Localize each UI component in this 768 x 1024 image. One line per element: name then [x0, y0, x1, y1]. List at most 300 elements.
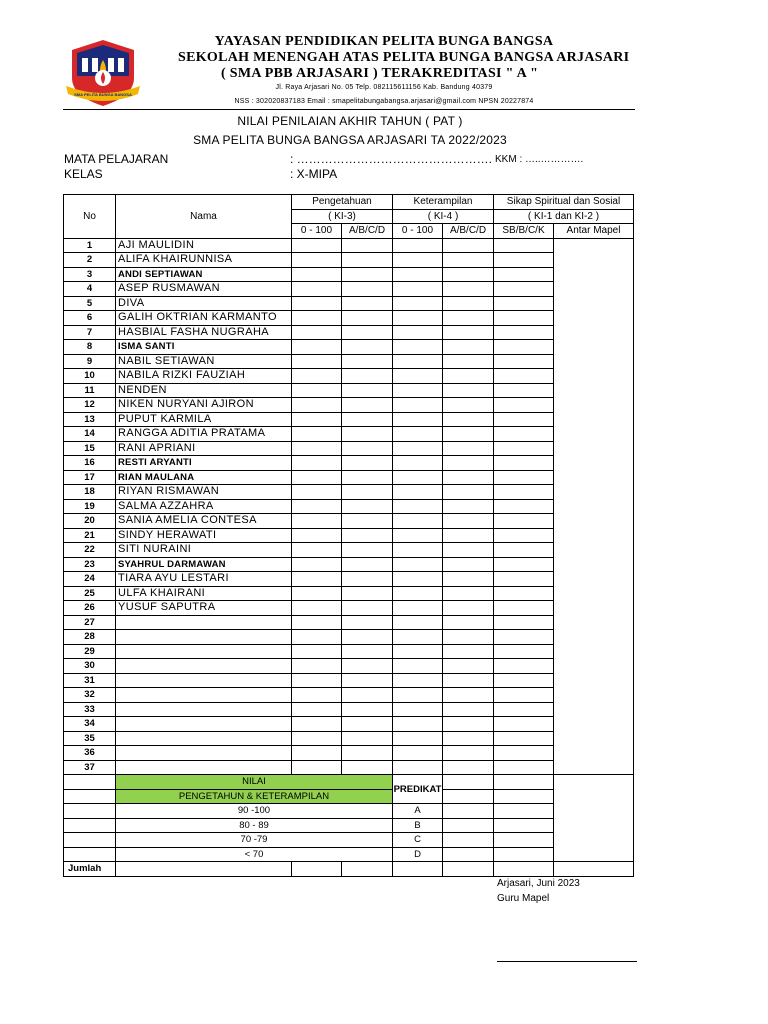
grade-cell [494, 311, 554, 326]
student-name: RIYAN RISMAWAN [116, 485, 292, 500]
grade-cell [554, 688, 634, 703]
grade-cell [342, 311, 393, 326]
grade-cell [292, 717, 342, 732]
grade-cell [554, 731, 634, 746]
grade-cell [342, 601, 393, 616]
table-row [64, 557, 634, 572]
grade-cell [292, 311, 342, 326]
grade-cell [292, 354, 342, 369]
grade-cell [554, 398, 634, 413]
grade-cell [292, 760, 342, 775]
signature-line [497, 961, 637, 962]
grade-cell [554, 296, 634, 311]
grade-cell [393, 528, 443, 543]
header-grade-pengetahuan: A/B/C/D [342, 224, 393, 239]
row-number: 18 [64, 485, 116, 500]
student-name [116, 717, 292, 732]
student-name [116, 630, 292, 645]
grade-cell [494, 572, 554, 587]
grade-cell [342, 325, 393, 340]
grade-cell [494, 325, 554, 340]
row-number: 22 [64, 543, 116, 558]
grade-cell [494, 630, 554, 645]
grade-cell [393, 427, 443, 442]
student-name: SINDY HERAWATI [116, 528, 292, 543]
grade-cell [342, 586, 393, 601]
grade-cell [554, 369, 634, 384]
student-name: NENDEN [116, 383, 292, 398]
row-number: 14 [64, 427, 116, 442]
table-row [64, 644, 634, 659]
table-row [64, 398, 634, 413]
student-name [116, 688, 292, 703]
grade-cell [393, 296, 443, 311]
grade-cell [443, 325, 494, 340]
grade-cell [554, 644, 634, 659]
grade-cell [393, 441, 443, 456]
grade-cell [292, 601, 342, 616]
student-name: DIVA [116, 296, 292, 311]
grade-cell [494, 528, 554, 543]
grade-cell [443, 528, 494, 543]
grade-cell [292, 659, 342, 674]
grade-cell [554, 630, 634, 645]
student-name: GALIH OKTRIAN KARMANTO [116, 311, 292, 326]
header-antar-mapel: Antar Mapel [554, 224, 634, 239]
grade-cell [342, 441, 393, 456]
student-name: SYAHRUL DARMAWAN [116, 557, 292, 572]
grade-cell [443, 601, 494, 616]
grade-cell [342, 470, 393, 485]
row-number: 6 [64, 311, 116, 326]
grade-cell [554, 514, 634, 529]
grade-cell [443, 354, 494, 369]
grade-cell [342, 499, 393, 514]
document-title: NILAI PENILAIAN AKHIR TAHUN ( PAT ) [237, 114, 463, 128]
table-row [64, 673, 634, 688]
table-row [64, 731, 634, 746]
grade-cell [393, 282, 443, 297]
grade-cell [342, 514, 393, 529]
signature-place-date: Arjasari, Juni 2023 [497, 878, 580, 889]
grade-cell [393, 572, 443, 587]
row-number: 9 [64, 354, 116, 369]
grade-cell [393, 325, 443, 340]
grade-cell [393, 514, 443, 529]
row-number: 8 [64, 340, 116, 355]
grade-cell [494, 296, 554, 311]
legend-range: 80 - 89 [116, 818, 393, 833]
grade-cell [554, 572, 634, 587]
grade-cell [554, 282, 634, 297]
student-name: RANI APRIANI [116, 441, 292, 456]
row-number: 32 [64, 688, 116, 703]
grade-cell [554, 354, 634, 369]
grade-cell [443, 644, 494, 659]
grade-cell [342, 760, 393, 775]
row-number: 24 [64, 572, 116, 587]
grade-cell [494, 470, 554, 485]
grade-cell [494, 398, 554, 413]
grade-cell [443, 702, 494, 717]
grade-cell [443, 514, 494, 529]
table-row [64, 514, 634, 529]
row-number: 16 [64, 456, 116, 471]
grade-cell [443, 267, 494, 282]
subject-value: : …………………………………………. [290, 152, 493, 166]
student-name: ASEP RUSMAWAN [116, 282, 292, 297]
row-number: 31 [64, 673, 116, 688]
header-pengetahuan: Pengetahuan [292, 195, 393, 210]
grade-cell [292, 528, 342, 543]
grade-cell [342, 412, 393, 427]
grade-cell [292, 267, 342, 282]
grade-cell [443, 427, 494, 442]
table-row [64, 586, 634, 601]
table-row [64, 543, 634, 558]
grade-cell [554, 456, 634, 471]
legend-grade: C [393, 833, 443, 848]
row-number: 21 [64, 528, 116, 543]
table-row [64, 688, 634, 703]
grade-cell [292, 238, 342, 253]
grade-cell [393, 659, 443, 674]
school-address: Jl. Raya Arjasari No. 05 Telp. 082115611156 Kab. Bandung 40379 [275, 84, 493, 91]
table-row [64, 282, 634, 297]
grade-cell [292, 630, 342, 645]
grade-cell [554, 485, 634, 500]
grade-cell [554, 586, 634, 601]
student-name: NABIL SETIAWAN [116, 354, 292, 369]
grade-cell [443, 282, 494, 297]
row-number: 26 [64, 601, 116, 616]
grade-cell [494, 543, 554, 558]
grade-legend [64, 775, 634, 877]
header-sikap: Sikap Spiritual dan Sosial [494, 195, 634, 210]
header-ki12: ( KI-1 dan KI-2 ) [494, 209, 634, 224]
grade-cell [494, 717, 554, 732]
grade-cell [494, 601, 554, 616]
grade-cell [292, 340, 342, 355]
student-name: ALIFA KHAIRUNNISA [116, 253, 292, 268]
grade-cell [494, 383, 554, 398]
grade-cell [342, 383, 393, 398]
grade-cell [554, 601, 634, 616]
grade-cell [554, 746, 634, 761]
row-number: 36 [64, 746, 116, 761]
grade-cell [554, 760, 634, 775]
grade-cell [494, 369, 554, 384]
grade-cell [393, 615, 443, 630]
grade-cell [554, 543, 634, 558]
grade-cell [342, 702, 393, 717]
grade-cell [554, 499, 634, 514]
legend-title: NILAI [116, 775, 393, 790]
grade-cell [292, 615, 342, 630]
header-keterampilan: Keterampilan [393, 195, 494, 210]
grade-cell [443, 572, 494, 587]
grade-cell [554, 528, 634, 543]
legend-grade: D [393, 847, 443, 862]
grade-cell [393, 688, 443, 703]
grade-cell [292, 688, 342, 703]
grade-cell [393, 746, 443, 761]
grade-cell [393, 717, 443, 732]
row-number: 34 [64, 717, 116, 732]
row-number: 28 [64, 630, 116, 645]
grade-cell [494, 412, 554, 427]
grade-cell [342, 427, 393, 442]
grade-cell [342, 644, 393, 659]
grade-cell [494, 238, 554, 253]
table-row [64, 470, 634, 485]
row-number: 5 [64, 296, 116, 311]
student-name: ANDI SEPTIAWAN [116, 267, 292, 282]
grade-cell [393, 456, 443, 471]
grade-cell [494, 746, 554, 761]
grade-cell [494, 354, 554, 369]
grade-cell [393, 673, 443, 688]
grade-cell [494, 441, 554, 456]
grade-cell [393, 412, 443, 427]
row-number: 29 [64, 644, 116, 659]
grade-cell [494, 253, 554, 268]
grade-cell [393, 238, 443, 253]
table-row [64, 412, 634, 427]
grade-cell [342, 731, 393, 746]
student-name: ULFA KHAIRANI [116, 586, 292, 601]
grade-cell [494, 586, 554, 601]
grade-cell [554, 311, 634, 326]
student-name [116, 702, 292, 717]
grade-cell [554, 383, 634, 398]
grade-cell [443, 369, 494, 384]
grade-cell [554, 470, 634, 485]
grade-cell [494, 456, 554, 471]
grade-cell [342, 398, 393, 413]
student-name: ISMA SANTI [116, 340, 292, 355]
grade-cell [494, 659, 554, 674]
grade-cell [554, 325, 634, 340]
grade-cell [292, 746, 342, 761]
school-contact: NSS : 302020837183 Email : smapelitabungabangsa.arjasari@gmail.com NPSN 20227874 [234, 98, 534, 105]
header-range-keterampilan: 0 - 100 [393, 224, 443, 239]
grade-cell [443, 760, 494, 775]
student-name: NABILA RIZKI FAUZIAH [116, 369, 292, 384]
grade-cell [292, 412, 342, 427]
grade-cell [443, 543, 494, 558]
grade-cell [342, 557, 393, 572]
table-row [64, 760, 634, 775]
table-row [64, 354, 634, 369]
student-name: SALMA AZZAHRA [116, 499, 292, 514]
student-name [116, 644, 292, 659]
class-value: : X-MIPA [290, 167, 338, 181]
grade-cell [554, 427, 634, 442]
row-number: 19 [64, 499, 116, 514]
row-number: 33 [64, 702, 116, 717]
grade-cell [292, 543, 342, 558]
grades-table [63, 194, 634, 877]
grade-cell [393, 398, 443, 413]
grade-cell [554, 615, 634, 630]
grade-cell [342, 615, 393, 630]
row-number: 35 [64, 731, 116, 746]
legend-predikat-header: PREDIKAT [393, 775, 443, 804]
grade-cell [494, 499, 554, 514]
grade-cell [342, 659, 393, 674]
table-row [64, 238, 634, 253]
row-number: 27 [64, 615, 116, 630]
table-row [64, 427, 634, 442]
table-row [64, 267, 634, 282]
grade-cell [443, 731, 494, 746]
grade-cell [393, 499, 443, 514]
accreditation: ( SMA PBB ARJASARI ) TERAKREDITASI " A " [221, 66, 539, 81]
grade-cell [393, 354, 443, 369]
signature-role: Guru Mapel [497, 893, 550, 904]
legend-subtitle: PENGETAHUN & KETERAMPILAN [116, 789, 393, 804]
grade-cell [292, 485, 342, 500]
grade-cell [393, 470, 443, 485]
grade-cell [443, 311, 494, 326]
row-number: 20 [64, 514, 116, 529]
grade-cell [342, 717, 393, 732]
class-label: KELAS [64, 167, 103, 181]
grade-cell [554, 717, 634, 732]
student-rows [64, 238, 634, 775]
grade-cell [342, 456, 393, 471]
grade-cell [292, 383, 342, 398]
student-name [116, 760, 292, 775]
grade-cell [342, 354, 393, 369]
student-name: SANIA AMELIA CONTESA [116, 514, 292, 529]
legend-grade: A [393, 804, 443, 819]
grade-cell [443, 659, 494, 674]
row-number: 1 [64, 238, 116, 253]
grade-cell [393, 702, 443, 717]
grade-cell [494, 427, 554, 442]
school-name: SEKOLAH MENENGAH ATAS PELITA BUNGA BANGSA ARJASARI [178, 50, 630, 65]
grade-cell [443, 296, 494, 311]
grade-cell [443, 398, 494, 413]
table-row [64, 572, 634, 587]
grade-cell [342, 630, 393, 645]
grade-cell [393, 630, 443, 645]
grade-cell [554, 673, 634, 688]
student-name [116, 746, 292, 761]
grade-cell [554, 702, 634, 717]
grade-cell [342, 528, 393, 543]
grade-cell [292, 456, 342, 471]
grade-cell [494, 644, 554, 659]
legend-range: 90 -100 [116, 804, 393, 819]
grade-cell [494, 673, 554, 688]
row-number: 2 [64, 253, 116, 268]
legend-range: < 70 [116, 847, 393, 862]
grade-cell [494, 514, 554, 529]
table-row [64, 499, 634, 514]
grade-cell [393, 253, 443, 268]
kkm-field: KKM : …..…………. [495, 154, 584, 165]
grade-cell [393, 557, 443, 572]
grade-cell [494, 282, 554, 297]
row-number: 11 [64, 383, 116, 398]
grade-cell [342, 369, 393, 384]
row-number: 7 [64, 325, 116, 340]
grade-cell [443, 470, 494, 485]
header-nama: Nama [116, 195, 292, 239]
grade-cell [443, 630, 494, 645]
foundation-name: YAYASAN PENDIDIKAN PELITA BUNGA BANGSA [214, 34, 554, 49]
grade-cell [342, 340, 393, 355]
table-row [64, 528, 634, 543]
grade-cell [443, 340, 494, 355]
grade-cell [494, 267, 554, 282]
table-row [64, 296, 634, 311]
grade-cell [292, 470, 342, 485]
grade-cell [554, 267, 634, 282]
grade-cell [342, 673, 393, 688]
grade-cell [443, 253, 494, 268]
grade-cell [342, 746, 393, 761]
row-number: 4 [64, 282, 116, 297]
table-row [64, 630, 634, 645]
grade-cell [292, 427, 342, 442]
grade-cell [443, 688, 494, 703]
grade-cell [494, 340, 554, 355]
grade-cell [292, 441, 342, 456]
header-ki4: ( KI-4 ) [393, 209, 494, 224]
grade-cell [342, 485, 393, 500]
grade-cell [292, 282, 342, 297]
grade-cell [554, 253, 634, 268]
table-row [64, 325, 634, 340]
table-row [64, 369, 634, 384]
grade-cell [443, 485, 494, 500]
student-name: RANGGA ADITIA PRATAMA [116, 427, 292, 442]
svg-text:SMA PELITA BUNGA BANGSA: SMA PELITA BUNGA BANGSA [74, 92, 132, 97]
row-number: 13 [64, 412, 116, 427]
student-name: RESTI ARYANTI [116, 456, 292, 471]
grade-cell [393, 369, 443, 384]
student-name: HASBIAL FASHA NUGRAHA [116, 325, 292, 340]
grade-cell [292, 557, 342, 572]
grade-cell [292, 499, 342, 514]
table-row [64, 717, 634, 732]
table-row [64, 253, 634, 268]
grade-cell [443, 412, 494, 427]
grade-cell [443, 673, 494, 688]
grade-cell [342, 543, 393, 558]
grade-cell [342, 296, 393, 311]
grade-cell [292, 296, 342, 311]
student-name [116, 615, 292, 630]
grade-cell [342, 688, 393, 703]
grade-cell [393, 267, 443, 282]
grade-cell [443, 615, 494, 630]
grade-cell [393, 383, 443, 398]
grade-cell [554, 412, 634, 427]
letterhead [0, 0, 768, 112]
student-name: RIAN MAULANA [116, 470, 292, 485]
grade-cell [494, 485, 554, 500]
student-name: NIKEN NURYANI AJIRON [116, 398, 292, 413]
student-name: TIARA AYU LESTARI [116, 572, 292, 587]
grade-cell [292, 673, 342, 688]
document-subtitle: SMA PELITA BUNGA BANGSA ARJASARI TA 2022/2023 [193, 133, 507, 147]
row-number: 25 [64, 586, 116, 601]
